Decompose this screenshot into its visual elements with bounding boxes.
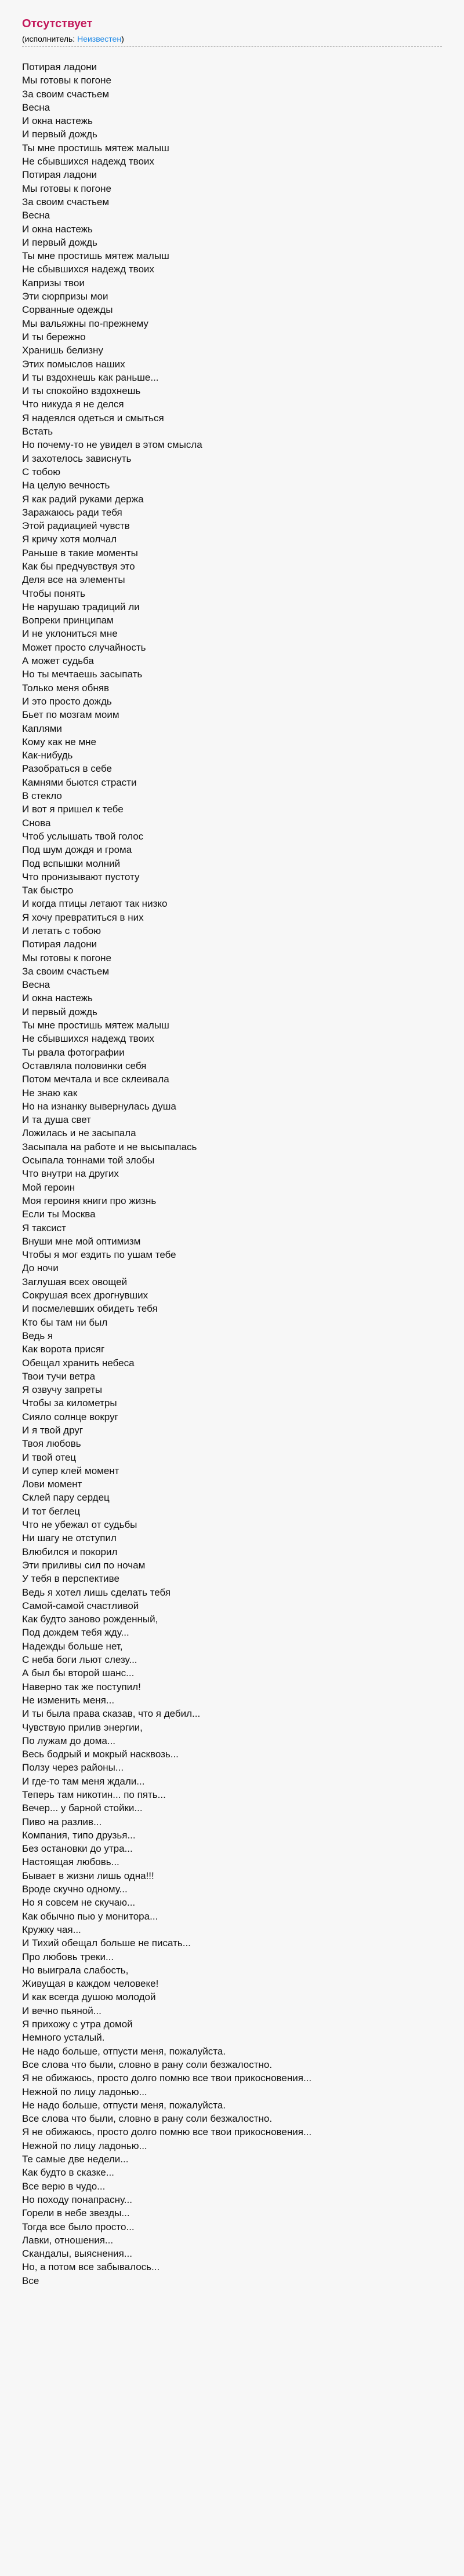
- lyric-line: Мы готовы к погоне: [22, 183, 111, 194]
- lyric-line: И вот я пришел к тебе: [22, 804, 124, 815]
- lyric-line: Вроде скучно одному...: [22, 1884, 128, 1895]
- lyric-line: За своим счастьем: [22, 196, 110, 207]
- lyric-line: И окна настежь: [22, 115, 93, 127]
- lyric-line: Сияло солнце вокруг: [22, 1411, 118, 1422]
- lyric-line: Горели в небе звезды...: [22, 2208, 130, 2219]
- lyric-line: Не нарушаю традиций ли: [22, 601, 140, 612]
- lyric-line: Лови момент: [22, 1479, 82, 1490]
- lyric-line: Оставляла половинки себя: [22, 1060, 147, 1071]
- lyric-line: Что не убежал от судьбы: [22, 1519, 137, 1531]
- lyric-line: Ползу через районы...: [22, 1762, 124, 1774]
- lyric-line: Как бы предчувствуя это: [22, 560, 135, 572]
- lyric-line: До ночи: [22, 1263, 59, 1274]
- lyric-line: И та душа свет: [22, 1114, 91, 1126]
- lyric-line: И я твой друг: [22, 1424, 84, 1436]
- lyric-line: Компания, типо друзья...: [22, 1829, 136, 1841]
- lyric-line: Обещал хранить небеса: [22, 1357, 135, 1369]
- lyric-line: Ни шагу не отступил: [22, 1533, 117, 1544]
- lyric-line: И летать с тобою: [22, 925, 102, 936]
- lyric-line: Внуши мне мой оптимизм: [22, 1235, 141, 1247]
- lyric-line: И первый дождь: [22, 129, 97, 140]
- lyric-line: Весна: [22, 979, 50, 991]
- lyric-line: Я прихожу с утра домой: [22, 2019, 133, 2030]
- lyric-line: Нежной по лицу ладонью...: [22, 2086, 147, 2097]
- lyric-line: Ведь я хотел лишь сделать тебя: [22, 1586, 171, 1598]
- lyric-line: Все верю в чудо...: [22, 2180, 106, 2192]
- lyric-line: Не сбывшихся надежд твоих: [22, 156, 154, 167]
- lyric-line: Чтобы за километры: [22, 1398, 117, 1409]
- lyric-line: Чтоб услышать твой голос: [22, 830, 144, 842]
- lyric-line: Надежды больше нет,: [22, 1640, 123, 1652]
- lyric-line: Мы вальяжны по-прежнему: [22, 318, 148, 329]
- lyric-line: Под вспышки молний: [22, 858, 121, 869]
- song-header: [22, 16, 442, 47]
- lyric-line: Что пронизывают пустоту: [22, 871, 140, 882]
- lyric-line: Я не обижаюсь, просто долго помню все твои прикосновения...: [22, 2073, 312, 2084]
- lyric-line: И как всегда душою молодой: [22, 1991, 156, 2003]
- lyric-line: И захотелось зависнуть: [22, 453, 132, 464]
- lyric-line: Я не обижаюсь, просто долго помню все твои прикосновения...: [22, 2126, 312, 2138]
- lyric-line: Осыпала тоннами той злобы: [22, 1155, 155, 1166]
- lyric-line: Чтобы понять: [22, 588, 85, 599]
- lyric-line: Как будто заново рожденный,: [22, 1614, 158, 1625]
- lyric-line: Не сбывшихся надежд твоих: [22, 264, 154, 275]
- lyric-line: С неба боги льют слезу...: [22, 1654, 137, 1666]
- lyric-line: Под дождем тебя жду...: [22, 1627, 129, 1639]
- lyric-line: Под шум дождя и грома: [22, 844, 132, 856]
- lyric-line: И окна настежь: [22, 223, 93, 235]
- lyric-line: Не изменить меня...: [22, 1694, 115, 1706]
- lyric-line: Нежной по лицу ладонью...: [22, 2140, 147, 2151]
- lyric-line: Каплями: [22, 723, 62, 734]
- lyric-line: Бывает в жизни лишь одна!!!: [22, 1870, 154, 1881]
- lyric-line: Потом мечтала и все склеивала: [22, 1074, 169, 1085]
- lyric-line: Я таксист: [22, 1222, 66, 1234]
- lyric-line: И супер клей момент: [22, 1465, 119, 1476]
- lyric-line: Весь бодрый и мокрый насквозь...: [22, 1749, 179, 1760]
- lyric-line: Может просто случайность: [22, 641, 146, 653]
- lyric-line: Этой радиацией чувств: [22, 520, 130, 532]
- lyric-line: Все слова что были, словно в рану соли безжалостно.: [22, 2059, 273, 2070]
- lyric-line: Потирая ладони: [22, 61, 97, 72]
- lyric-line: Но я совсем не скучаю...: [22, 1897, 136, 1909]
- lyric-line: За своим счастьем: [22, 965, 110, 977]
- lyric-line: Потирая ладони: [22, 169, 97, 181]
- lyric-line: Если ты Москва: [22, 1209, 96, 1220]
- lyric-line: Эти приливы сил по ночам: [22, 1559, 146, 1571]
- lyric-line: Встать: [22, 426, 53, 437]
- lyric-line: Как-нибудь: [22, 750, 73, 761]
- song-title: Отсутствует: [22, 17, 93, 30]
- lyric-line: Пиво на разлив...: [22, 1816, 102, 1827]
- lyric-line: А был бы второй шанс...: [22, 1668, 135, 1679]
- lyric-line: Только меня обняв: [22, 682, 109, 694]
- lyric-line: Снова: [22, 817, 51, 829]
- lyric-line: И первый дождь: [22, 236, 97, 248]
- lyric-line: С тобою: [22, 466, 60, 477]
- lyric-line: Ты мне простишь мятеж малыш: [22, 1020, 169, 1031]
- lyric-line: Теперь там никотин... по пять...: [22, 1789, 166, 1800]
- lyric-line: Настоящая любовь...: [22, 1856, 119, 1868]
- lyric-line: Капризы твои: [22, 277, 85, 289]
- lyric-line: И когда птицы летают так низко: [22, 898, 168, 910]
- lyric-line: Мы готовы к погоне: [22, 75, 111, 86]
- lyric-line: Без остановки до утра...: [22, 1843, 133, 1855]
- lyric-line: И твой отец: [22, 1451, 77, 1463]
- lyric-line: И ты бережно: [22, 331, 86, 342]
- lyric-line: Немного усталый.: [22, 2032, 105, 2044]
- lyric-line: В стекло: [22, 790, 62, 802]
- lyric-line: И где-то там меня ждали...: [22, 1775, 145, 1787]
- lyric-line: И тот беглец: [22, 1505, 81, 1517]
- lyric-line: Ты мне простишь мятеж малыш: [22, 250, 169, 262]
- lyric-line: Я как радий руками держа: [22, 493, 144, 505]
- lyric-line: Все: [22, 2275, 39, 2286]
- lyric-line: Лавки, отношения...: [22, 2234, 114, 2246]
- lyric-line: Весна: [22, 101, 50, 113]
- lyric-line: Про любовь треки...: [22, 1951, 114, 1962]
- lyric-line: И не уклониться мне: [22, 628, 118, 640]
- lyric-line: И первый дождь: [22, 1006, 97, 1017]
- lyric-line: Я озвучу запреты: [22, 1384, 103, 1396]
- lyric-line: Тогда все было просто...: [22, 2221, 135, 2232]
- lyric-line: Не надо больше, отпусти меня, пожалуйста.: [22, 2099, 226, 2111]
- lyric-line: Я надеялся одеться и смыться: [22, 412, 164, 424]
- lyric-line: Я кричу хотя молчал: [22, 534, 117, 545]
- lyric-line: За своим счастьем: [22, 88, 110, 100]
- lyric-line: И окна настежь: [22, 993, 93, 1004]
- lyric-line: Ведь я: [22, 1330, 53, 1341]
- lyric-line: Разобраться в себе: [22, 763, 112, 775]
- lyric-line: Не надо больше, отпусти меня, пожалуйста.: [22, 2045, 226, 2057]
- lyric-line: Весна: [22, 210, 50, 221]
- lyric-line: Эти сюрпризы мои: [22, 291, 108, 302]
- performer-link[interactable]: Неизвестен: [77, 34, 122, 43]
- lyric-line: Но ты мечтаешь засыпать: [22, 669, 143, 680]
- lyric-line: Самой-самой счастливой: [22, 1600, 139, 1611]
- lyric-line: Как обычно пью у монитора...: [22, 1910, 158, 1922]
- lyric-line: Те самые две недели...: [22, 2154, 129, 2165]
- lyric-line: Наверно так же поступил!: [22, 1681, 141, 1692]
- lyrics-body: [22, 60, 442, 2287]
- lyric-line: Сокрушая всех дрогнувших: [22, 1290, 148, 1301]
- lyric-line: На целую вечность: [22, 480, 110, 491]
- lyric-line: Но, а потом все забывалось...: [22, 2261, 160, 2273]
- lyric-line: По лужам до дома...: [22, 1735, 116, 1746]
- lyric-line: Не сбывшихся надежд твоих: [22, 1033, 154, 1045]
- performer-prefix: (исполнитель:: [22, 34, 78, 43]
- lyric-line: Бьет по мозгам моим: [22, 709, 119, 721]
- lyric-line: Кружку чая...: [22, 1924, 81, 1935]
- lyric-line: Мой героин: [22, 1181, 75, 1193]
- lyric-line: Твоя любовь: [22, 1438, 81, 1450]
- lyric-line: Что внутри на других: [22, 1168, 119, 1180]
- lyric-line: Но почему-то не увидел в этом смысла: [22, 439, 202, 451]
- lyric-line: Потирая ладони: [22, 939, 97, 950]
- lyric-line: Заглушая всех овощей: [22, 1276, 128, 1287]
- lyric-line: И Тихий обещал больше не писать...: [22, 1938, 191, 1949]
- lyric-line: Кому как не мне: [22, 736, 96, 747]
- lyric-line: Влюбился и покорил: [22, 1546, 118, 1557]
- lyric-line: Камнями бьются страсти: [22, 776, 137, 788]
- lyric-line: Так быстро: [22, 885, 74, 896]
- lyric-line: А может судьба: [22, 655, 94, 667]
- lyric-line: Но выиграла слабость,: [22, 1964, 129, 1976]
- lyric-line: И ты вздохнешь как раньше...: [22, 371, 159, 383]
- lyric-line: Склей пару сердец: [22, 1492, 110, 1504]
- lyric-line: Ложилась и не засыпала: [22, 1128, 136, 1139]
- lyric-line: Деля все на элементы: [22, 574, 125, 586]
- lyric-line: Сорванные одежды: [22, 304, 113, 316]
- lyric-line: Как ворота присяг: [22, 1344, 105, 1355]
- lyric-line: Чтобы я мог ездить по ушам тебе: [22, 1249, 176, 1261]
- lyric-line: Скандалы, выяснения...: [22, 2248, 132, 2260]
- lyric-line: Мы готовы к погоне: [22, 952, 111, 964]
- lyric-line: Что никуда я не делся: [22, 399, 124, 410]
- lyric-line: Как будто в сказке...: [22, 2167, 114, 2179]
- lyric-line: Я хочу превратиться в них: [22, 911, 144, 923]
- lyric-line: Чувствую прилив энергии,: [22, 1721, 143, 1733]
- lyric-line: Ты мне простишь мятеж малыш: [22, 142, 169, 154]
- lyric-line: И вечно пьяной...: [22, 2005, 102, 2016]
- lyric-line: Все слова что были, словно в рану соли безжалостно.: [22, 2113, 273, 2125]
- lyric-line: И ты была права сказав, что я дебил...: [22, 1708, 201, 1720]
- lyric-line: У тебя в перспективе: [22, 1573, 119, 1585]
- lyric-line: Твои тучи ветра: [22, 1370, 96, 1382]
- lyric-line: Засыпала на работе и не высыпалась: [22, 1141, 197, 1152]
- lyric-line: Вечер... у барной стойки...: [22, 1803, 143, 1814]
- lyric-line: Не знаю как: [22, 1087, 78, 1099]
- lyric-line: Моя героиня книги про жизнь: [22, 1195, 157, 1206]
- lyric-line: Ты рвала фотографии: [22, 1046, 125, 1058]
- lyric-line: Хранишь белизну: [22, 345, 103, 356]
- lyric-line: И это просто дождь: [22, 695, 112, 707]
- lyric-line: Живущая в каждом человеке!: [22, 1978, 159, 1990]
- performer-line: [22, 34, 442, 47]
- lyric-line: Но походу понапрасну...: [22, 2194, 132, 2205]
- performer-suffix: ): [121, 34, 124, 43]
- lyric-line: Заражаюсь ради тебя: [22, 506, 122, 518]
- lyric-line: Но на изнанку вывернулась душа: [22, 1100, 176, 1112]
- lyric-line: Раньше в такие моменты: [22, 547, 138, 559]
- lyric-line: Вопреки принципам: [22, 615, 114, 626]
- lyric-line: И ты спокойно вздохнешь: [22, 385, 141, 397]
- lyric-line: И посмелевших обидеть тебя: [22, 1303, 158, 1315]
- lyric-line: Этих помыслов наших: [22, 358, 125, 370]
- lyric-line: Кто бы там ни был: [22, 1316, 108, 1328]
